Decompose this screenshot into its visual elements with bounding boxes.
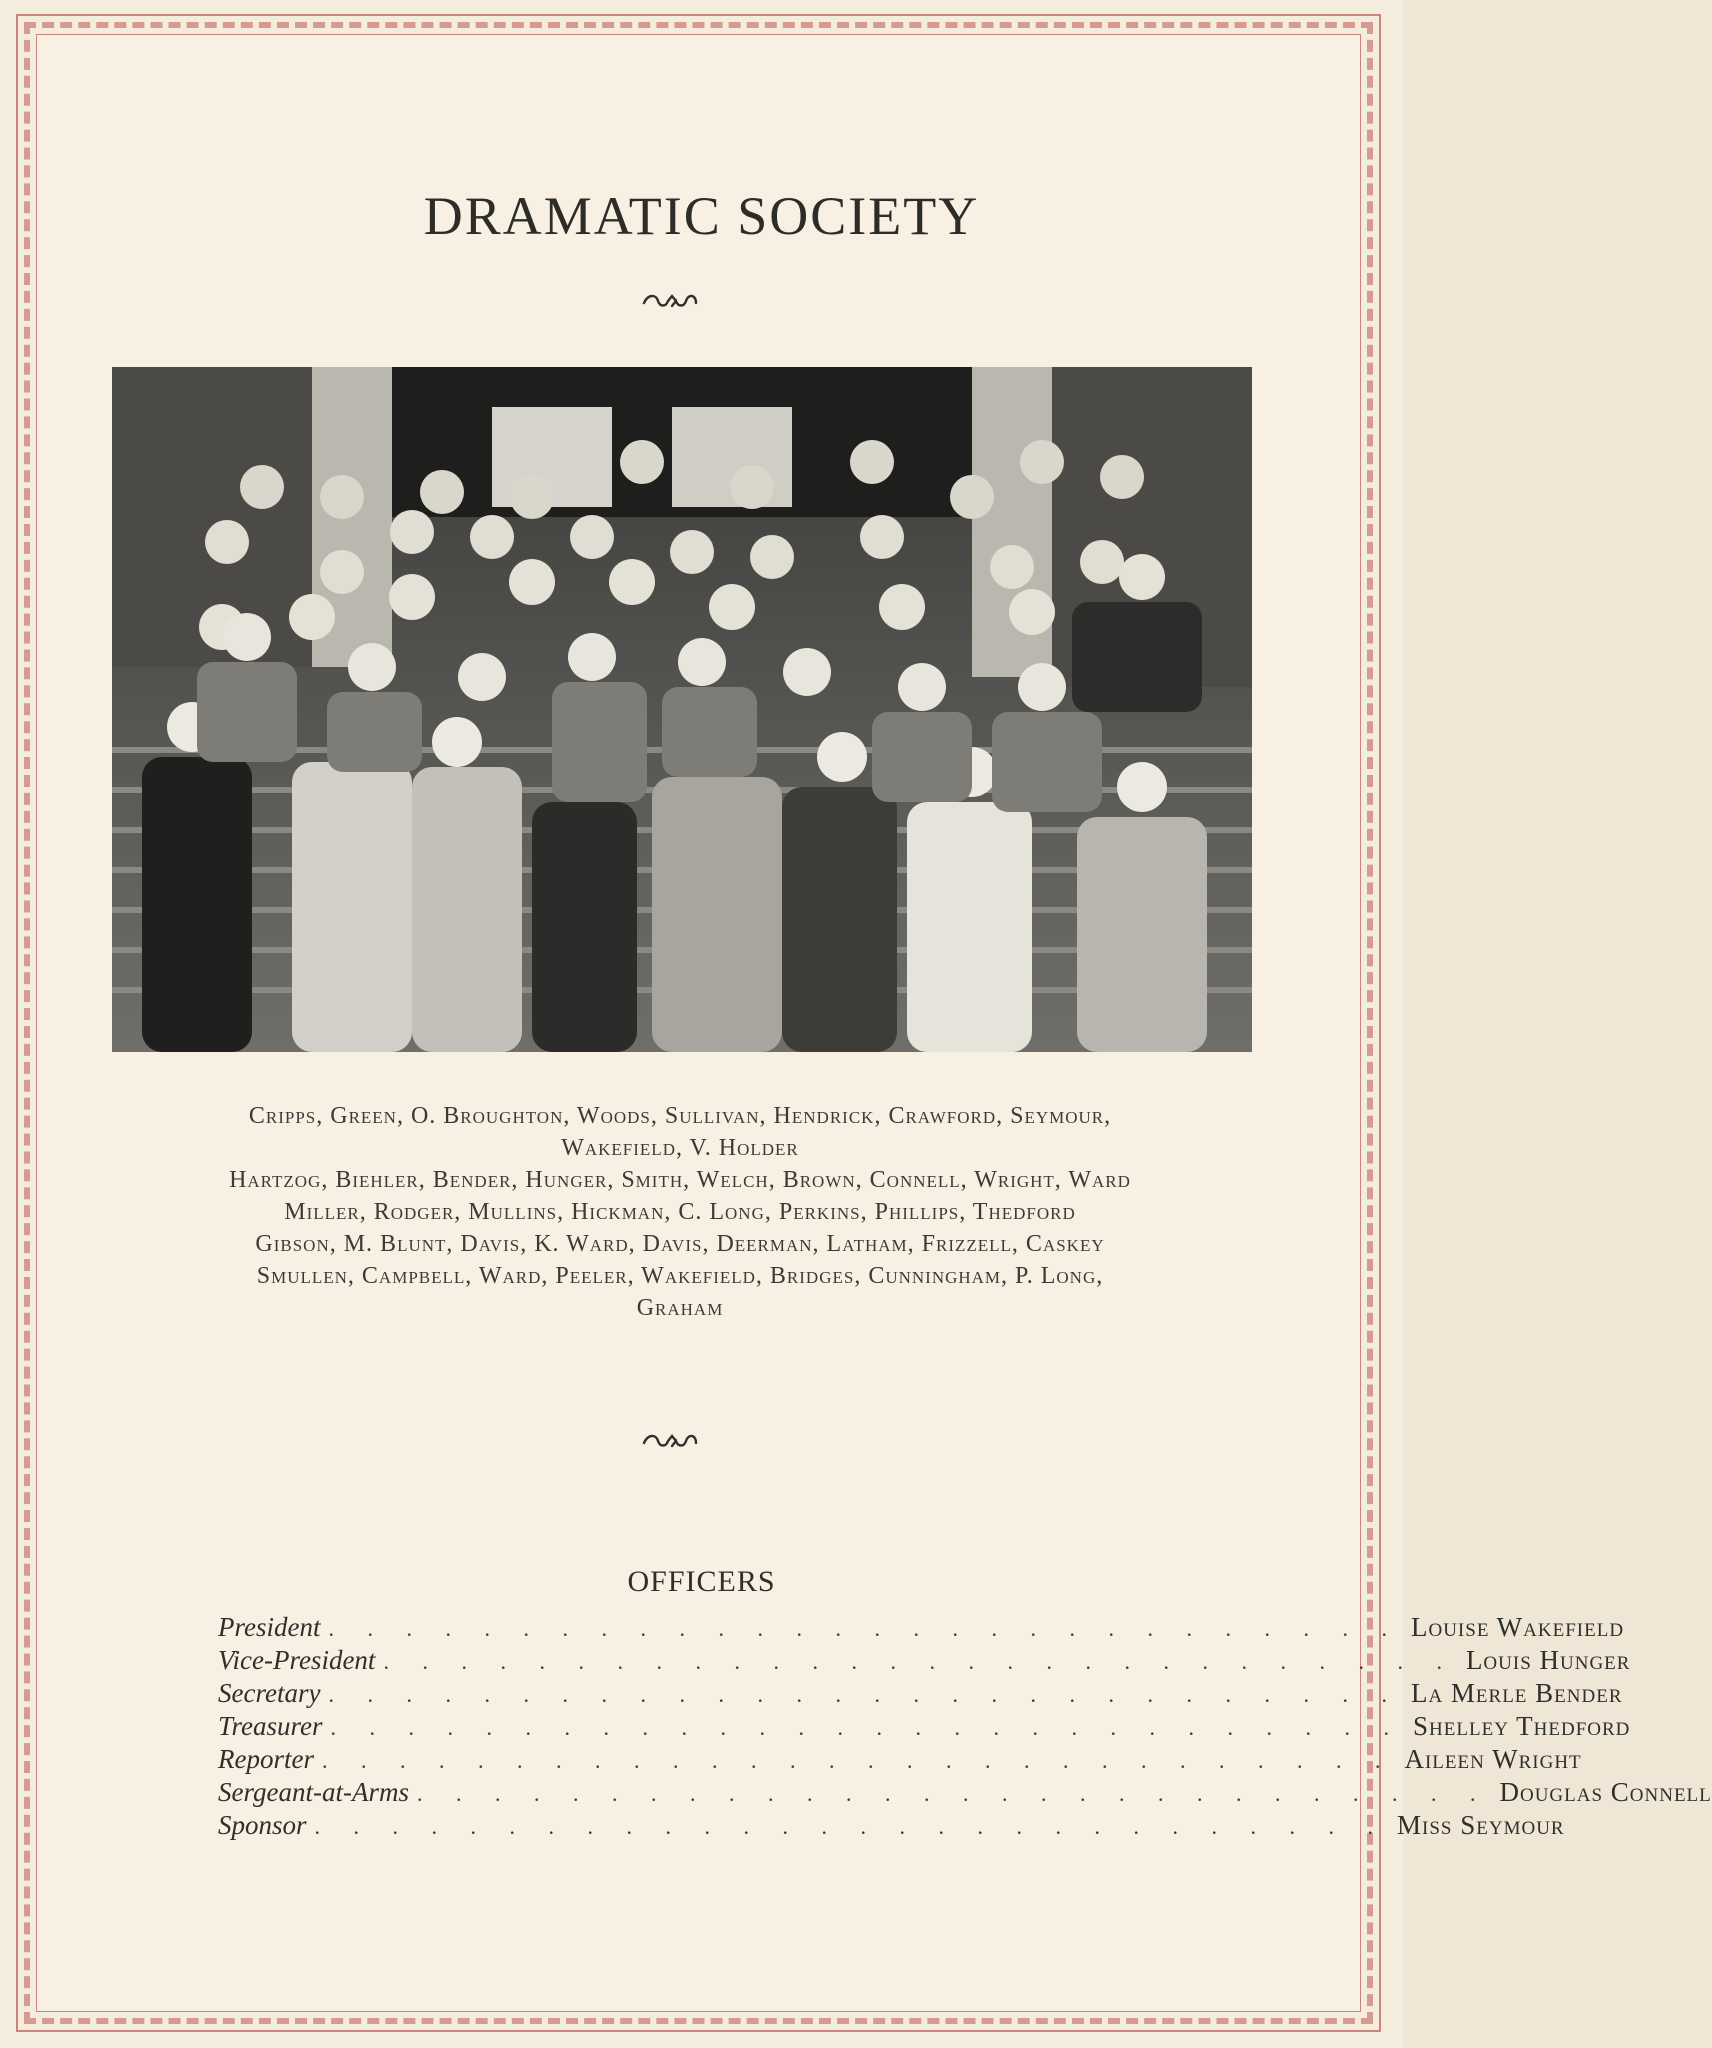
officer-role: Sponsor (218, 1810, 307, 1840)
officer-name: Louise Wakefield (1410, 1612, 1625, 1642)
leader-dots: . . . . . . . . . . . . . . . . . . . . . . . . . . . . (330, 1715, 1404, 1740)
officer-row-treasurer (218, 1711, 1631, 1744)
officer-name: Douglas Connell (1499, 1777, 1712, 1807)
group-photo (112, 367, 1252, 1052)
caption-line: Hartzog, Biehler, Bender, Hunger, Smith, Welch, Brown, Connell, Wright, Ward (229, 1167, 1131, 1193)
officer-role: Secretary (218, 1678, 321, 1708)
officer-row-president (218, 1612, 1625, 1645)
page-title: DRAMATIC SOCIETY (423, 186, 980, 246)
officer-row-vice-president (218, 1645, 1631, 1678)
caption-line: Graham (636, 1295, 724, 1321)
caption-line: Cripps, Green, O. Broughton, Woods, Sullivan, Hendrick, Crawford, Seymour, (248, 1103, 1112, 1129)
officer-name: Aileen Wright (1404, 1744, 1582, 1774)
caption-line: Miller, Rodger, Mullins, Hickman, C. Long, Perkins, Phillips, Thedford (284, 1199, 1076, 1225)
officer-role: Reporter (218, 1744, 314, 1774)
officer-role: Vice-President (218, 1645, 376, 1675)
caption-line: Gibson, M. Blunt, Davis, K. Ward, Davis, Deerman, Latham, Frizzell, Caskey (255, 1231, 1105, 1257)
leader-dots: . . . . . . . . . . . . . . . . . . . . . . . . . . . . (328, 1616, 1401, 1641)
ornament-icon (640, 288, 700, 314)
officers-list (218, 1612, 1712, 1843)
officer-row-sergeant-at-arms (218, 1777, 1712, 1810)
caption-line: Smullen, Campbell, Ward, Peeler, Wakefield, Bridges, Cunningham, P. Long, (256, 1263, 1104, 1289)
officer-name: Shelley Thedford (1413, 1711, 1631, 1741)
member-names-caption (105, 1100, 1255, 1324)
leader-dots: . . . . . . . . . . . . . . . . . . . . . . . . . . . . (321, 1748, 1395, 1773)
ornament-icon (640, 1428, 700, 1454)
leader-dots: . . . . . . . . . . . . . . . . . . . . . . . . . . . . (314, 1814, 1388, 1839)
officer-row-sponsor (218, 1810, 1565, 1843)
officer-row-secretary (218, 1678, 1623, 1711)
caption-line: Wakefield, V. Holder (561, 1135, 799, 1161)
officer-row-reporter (218, 1744, 1582, 1777)
officer-name: Miss Seymour (1397, 1810, 1565, 1840)
officer-role: Treasurer (218, 1711, 323, 1741)
officer-role: President (218, 1612, 321, 1642)
officer-name: La Merle Bender (1410, 1678, 1623, 1708)
leader-dots: . . . . . . . . . . . . . . . . . . . . . . . . . . . . (328, 1682, 1401, 1707)
officer-role: Sergeant-at-Arms (218, 1777, 409, 1807)
leader-dots: . . . . . . . . . . . . . . . . . . . . . . . . . . . . (416, 1781, 1490, 1806)
officer-name: Louis Hunger (1465, 1645, 1631, 1675)
leader-dots: . . . . . . . . . . . . . . . . . . . . . . . . . . . . (383, 1649, 1456, 1674)
officers-heading: OFFICERS (627, 1565, 776, 1598)
